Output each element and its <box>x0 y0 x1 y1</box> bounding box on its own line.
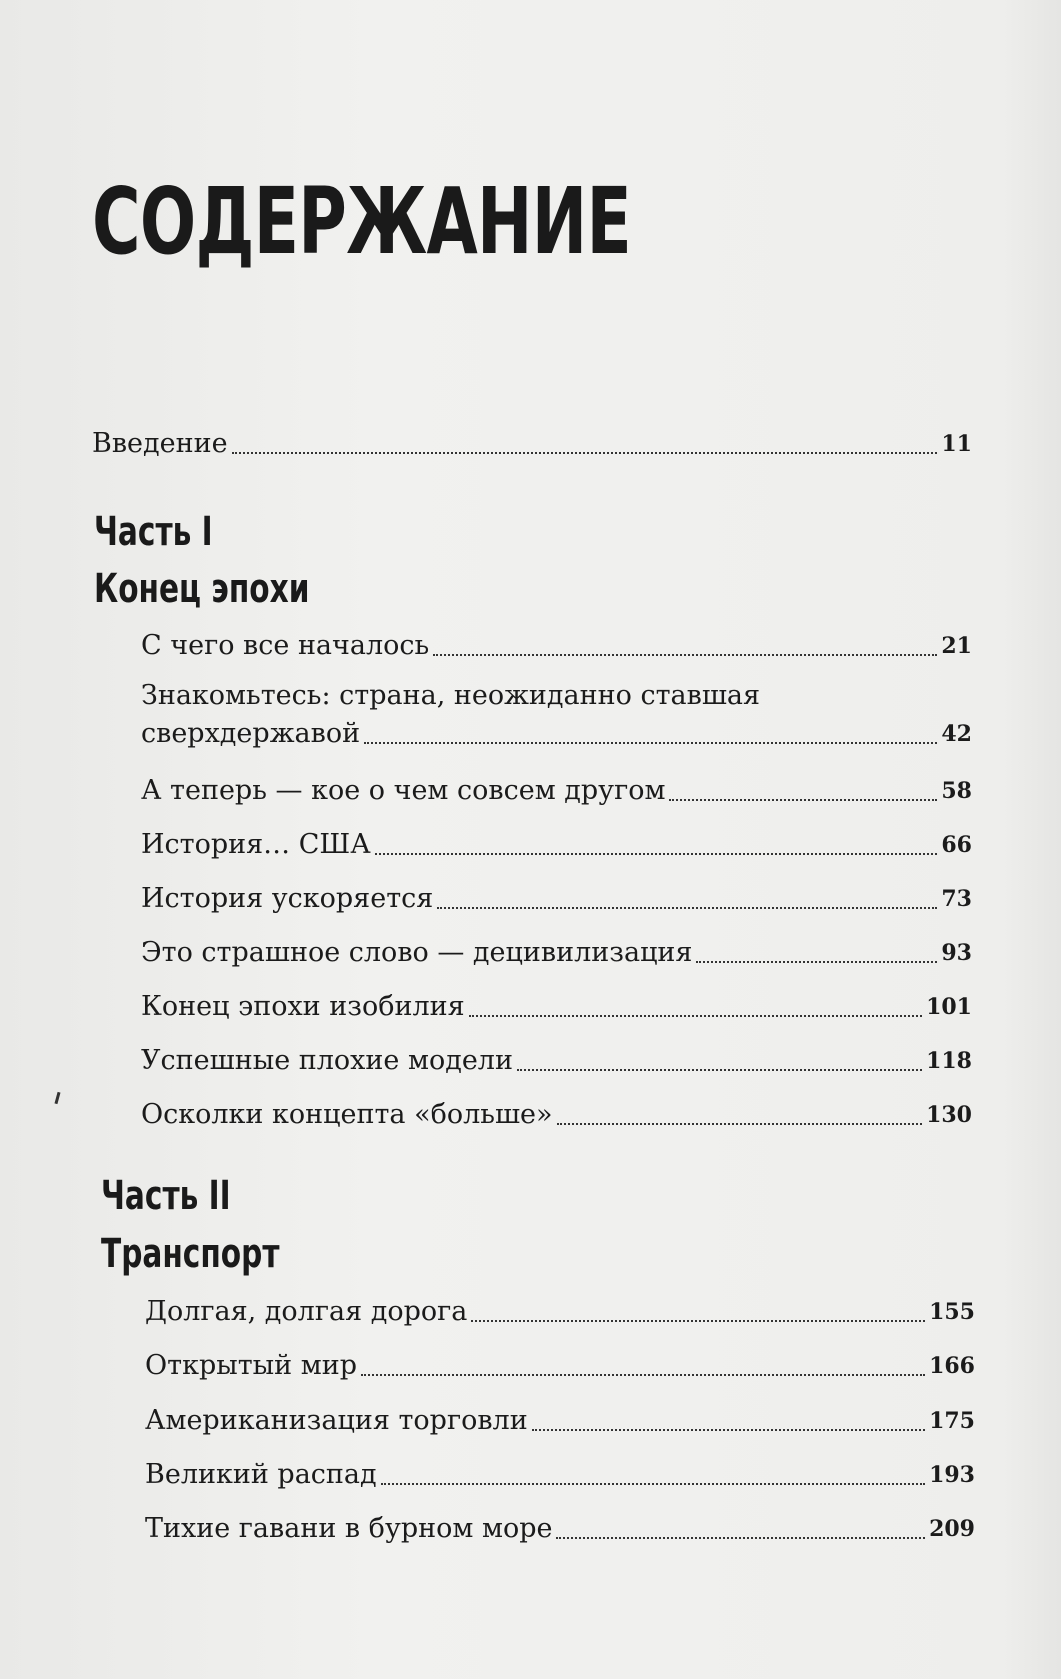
toc-entry <box>141 934 972 972</box>
dot-leader <box>375 853 938 855</box>
toc-entry-title: Успешные плохие модели <box>141 1045 513 1076</box>
dot-leader <box>433 654 937 656</box>
dot-leader <box>471 1320 925 1322</box>
toc-entry-page: 42 <box>941 721 972 747</box>
toc-entry-title: История ускоряется <box>141 883 434 914</box>
toc-entry <box>145 1347 975 1385</box>
toc-entry-page: 193 <box>929 1462 975 1488</box>
toc-entry-title: А теперь — кое о чем совсем другом <box>141 775 666 806</box>
toc-entry-page: 175 <box>929 1408 975 1434</box>
toc-entry-page: 73 <box>941 886 972 912</box>
dot-leader <box>232 452 938 454</box>
toc-entry-title: Долгая, долгая дорога <box>145 1296 468 1327</box>
toc-entry-page: 101 <box>926 994 972 1020</box>
toc-entry-page: 21 <box>941 633 972 659</box>
toc-entry-title: Открытый мир <box>145 1350 358 1381</box>
toc-entry <box>141 627 972 665</box>
dot-leader <box>437 907 937 909</box>
toc-entry-title-line2: сверхдержавой <box>141 718 361 749</box>
part-title: Конец эпохи <box>94 566 310 612</box>
dot-leader <box>532 1429 925 1431</box>
dot-leader <box>696 961 937 963</box>
toc-entry <box>141 988 972 1026</box>
toc-entry-title: С чего все началось <box>141 630 430 661</box>
part-title: Транспорт <box>101 1231 280 1277</box>
toc-entry <box>141 677 972 753</box>
dot-leader <box>557 1123 923 1125</box>
toc-entry-title: Американизация торговли <box>145 1405 528 1436</box>
toc-entry-page: 166 <box>929 1353 975 1379</box>
page-title: СОДЕРЖАНИЕ <box>92 168 631 275</box>
toc-entry-page: 130 <box>926 1102 972 1128</box>
dot-leader <box>556 1537 925 1539</box>
toc-entry-title: Это страшное слово — децивилизация <box>141 937 693 968</box>
toc-entry-title: Великий распад <box>145 1459 377 1490</box>
toc-entry-title: История… США <box>141 829 371 860</box>
toc-entry <box>141 880 972 918</box>
toc-entry-title-line1: Знакомьтесь: страна, неожиданно ставшая <box>141 680 761 711</box>
toc-entry <box>145 1293 975 1331</box>
part-label: Часть II <box>101 1173 231 1219</box>
toc-entry-title: Конец эпохи изобилия <box>141 991 465 1022</box>
toc-entry-title: Осколки концепта «больше» <box>141 1099 553 1130</box>
dot-leader <box>517 1069 922 1071</box>
part-label: Часть I <box>94 509 213 555</box>
dot-leader <box>469 1015 922 1017</box>
dot-leader <box>381 1483 925 1485</box>
dot-leader <box>361 1374 925 1376</box>
toc-entry-page: 66 <box>941 832 972 858</box>
toc-entry-title: Тихие гавани в бурном море <box>145 1513 553 1544</box>
toc-entry <box>141 1042 972 1080</box>
toc-entry <box>145 1510 975 1548</box>
dot-leader <box>669 799 937 801</box>
toc-entry-page: 118 <box>926 1048 972 1074</box>
toc-entry-page: 11 <box>941 431 972 457</box>
toc-entry <box>141 772 972 810</box>
toc-entry <box>141 1096 972 1134</box>
toc-entry <box>141 826 972 864</box>
dot-leader <box>364 742 937 744</box>
toc-entry-title: Введение <box>92 428 228 459</box>
toc-entry-page: 93 <box>941 940 972 966</box>
toc-entry <box>145 1456 975 1494</box>
toc-entry <box>145 1402 975 1440</box>
toc-entry-intro <box>92 425 972 463</box>
toc-entry-page: 209 <box>929 1516 975 1542</box>
toc-entry-page: 58 <box>941 778 972 804</box>
toc-entry-page: 155 <box>929 1299 975 1325</box>
page-shadow <box>1001 0 1061 1679</box>
